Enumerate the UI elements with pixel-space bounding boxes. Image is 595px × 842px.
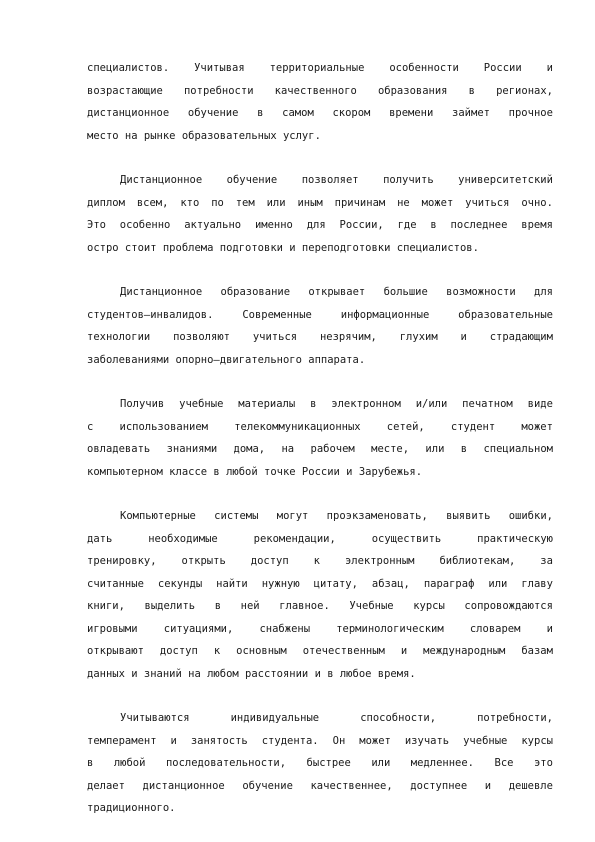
text-line: игровыми ситуациями, снабжены терминологическим словарем и xyxy=(87,622,553,635)
text-line: технологии позволяют учиться незрячим, глухим и страдающим xyxy=(87,331,553,343)
paragraph xyxy=(87,707,553,820)
text-line: книги, выделить в ней главное. Учебные курсы сопровождаются xyxy=(87,600,553,612)
text-line: Это особенно актуально именно для России, где в последнее время xyxy=(87,219,553,231)
text-line: остро стоит проблема подготовки и переподготовки специалистов. xyxy=(87,241,479,254)
text-line: в любой последовательности, быстрее или медленнее. Все это xyxy=(87,757,553,769)
text-line: с использованием телекоммуникационных сетей, студент может xyxy=(87,420,553,433)
text-line: традиционного. xyxy=(87,802,176,814)
text-line: дать необходимые рекомендации, осуществить практическую xyxy=(87,532,553,545)
text-line: Дистанционное обучение позволяет получить университетский xyxy=(120,174,553,186)
text-line: считанные секунды найти нужную цитату, абзац, параграф или главу xyxy=(87,577,553,590)
text-line: диплом всем, кто по тем или иным причинам не может учиться очно. xyxy=(87,196,553,209)
paragraph xyxy=(87,505,553,685)
text-line: возрастающие потребности качественного образования в регионах, xyxy=(87,84,553,97)
text-line: место на рынке образовательных услуг. xyxy=(87,129,321,142)
paragraph xyxy=(87,393,553,483)
text-line: темперамент и занятость студента. Он может изучать учебные курсы xyxy=(87,734,553,747)
document-body xyxy=(87,57,553,842)
text-line: открывают доступ к основным отечественным и международным базам xyxy=(87,645,553,657)
text-line: тренировку, открыть доступ к электронным библиотекам, за xyxy=(87,555,553,567)
text-line: данных и знаний на любом расстоянии и в любое время. xyxy=(87,667,416,680)
paragraph xyxy=(87,57,553,147)
text-line: студентов–инвалидов. Современные информационные образовательные xyxy=(87,308,553,321)
text-line: специалистов. Учитывая территориальные особенности России и xyxy=(87,62,553,74)
text-line: овладевать знаниями дома, на рабочем месте, или в специальном xyxy=(87,443,553,455)
text-line: компьютерном классе в любой точке России и Зарубежья. xyxy=(87,465,423,478)
text-line: Компьютерные системы могут проэкзаменовать, выявить ошибки, xyxy=(120,510,553,522)
text-line: Учитываются индивидуальные способности, потребности, xyxy=(120,712,553,724)
paragraph xyxy=(87,169,553,259)
text-line: заболеваниями опорно–двигательного аппарата. xyxy=(87,353,366,366)
paragraph xyxy=(87,281,553,371)
text-line: дистанционное обучение в самом скором времени займет прочное xyxy=(87,107,553,119)
text-line: делает дистанционное обучение качественнее, доступнее и дешевле xyxy=(87,779,553,792)
text-line: Дистанционное образование открывает большие возможности для xyxy=(120,286,553,298)
text-line: Получив учебные материалы в электронном и/или печатном виде xyxy=(120,398,553,410)
